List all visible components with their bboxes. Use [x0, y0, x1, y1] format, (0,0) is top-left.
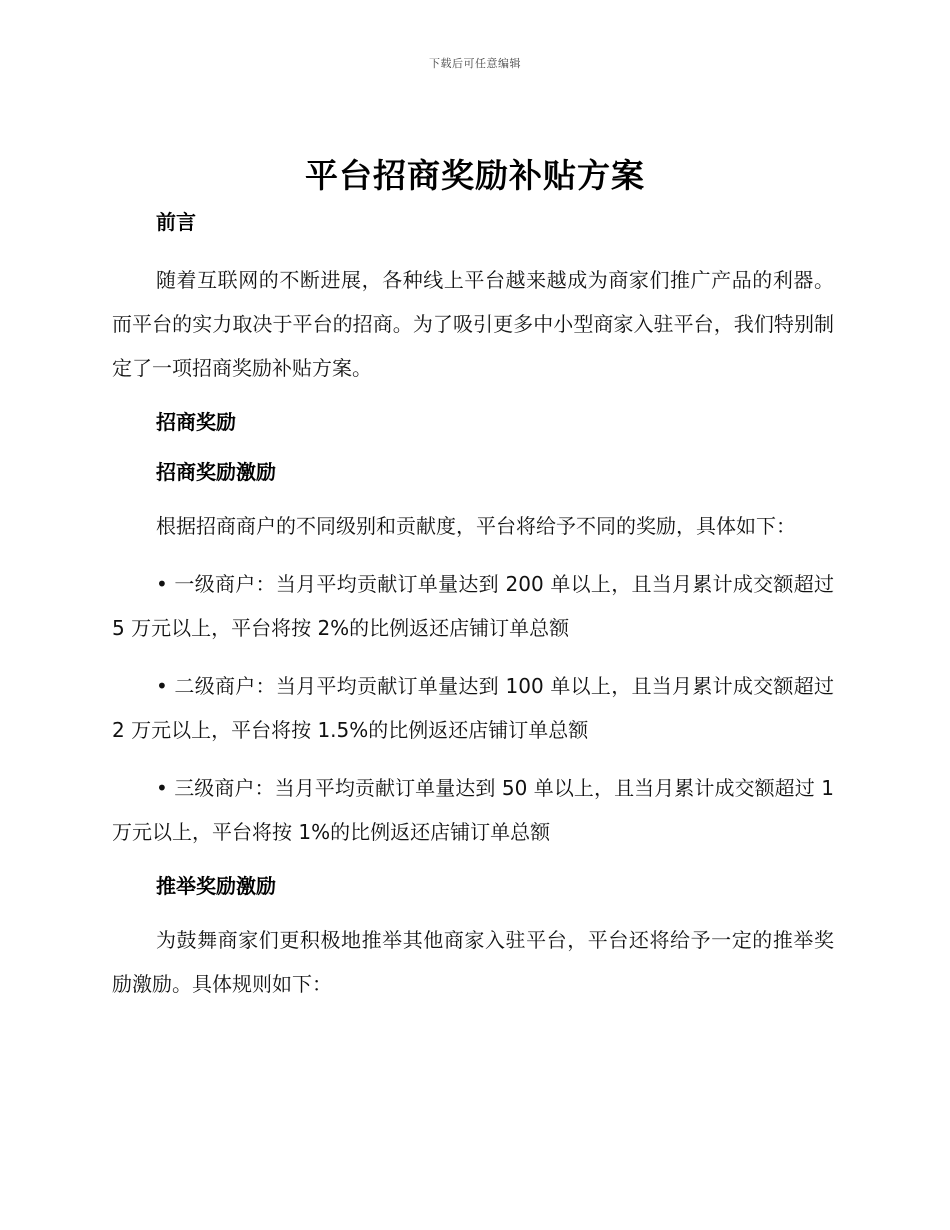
level1-list-item: • 一级商户：当月平均贡献订单量达到 200 单以上，且当月累计成交额超过 5 万元以上，平台将按 2%的比例返还店铺订单总额 [112, 572, 834, 640]
incentive-intro-paragraph: 根据招商商户的不同级别和贡献度，平台将给予不同的奖励，具体如下： [156, 514, 796, 538]
page-title: 平台招商奖励补贴方案 [305, 156, 645, 195]
incentive-heading: 招商奖励激励 [156, 460, 276, 484]
header-note: 下载后可任意编辑 [429, 57, 521, 70]
referral-heading: 推举奖励激励 [156, 874, 276, 898]
preface-heading: 前言 [156, 210, 196, 234]
referral-paragraph: 为鼓舞商家们更积极地推举其他商家入驻平台，平台还将给予一定的推举奖励激励。具体规则如下： [112, 928, 834, 996]
reward-heading: 招商奖励 [156, 410, 236, 434]
level3-list-item: • 三级商户：当月平均贡献订单量达到 50 单以上，且当月累计成交额超过 1 万元以上，平台将按 1%的比例返还店铺订单总额 [112, 776, 834, 844]
preface-paragraph: 随着互联网的不断进展，各种线上平台越来越成为商家们推广产品的利器。而平台的实力取决于平台的招商。为了吸引更多中小型商家入驻平台，我们特别制定了一项招商奖励补贴方案。 [112, 268, 834, 380]
document-body [112, 204, 834, 1006]
level2-list-item: • 二级商户：当月平均贡献订单量达到 100 单以上，且当月累计成交额超过 2 万元以上，平台将按 1.5%的比例返还店铺订单总额 [112, 674, 834, 742]
